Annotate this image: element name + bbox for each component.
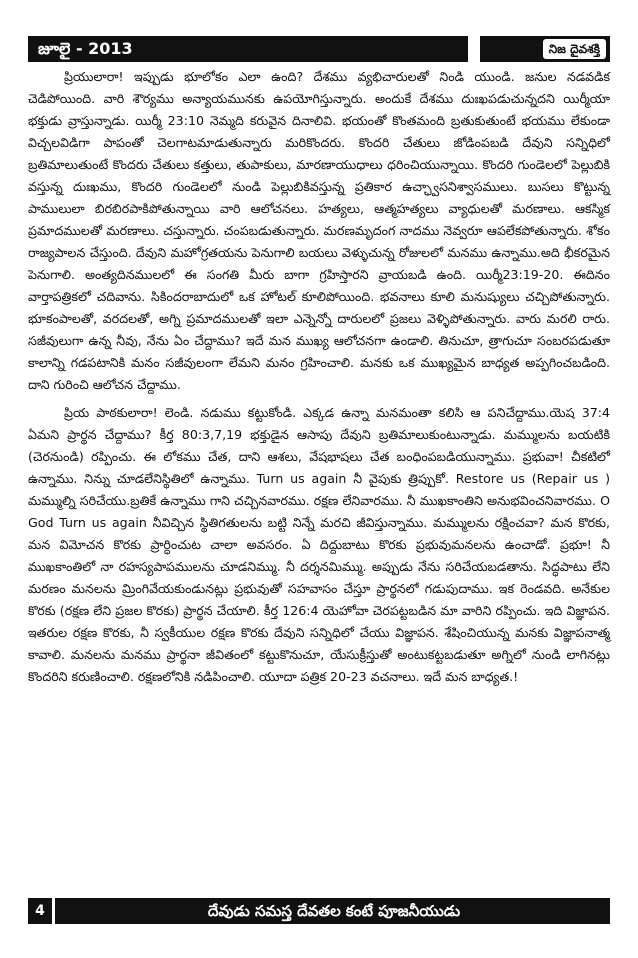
magazine-badge	[480, 36, 610, 62]
page-header	[28, 36, 610, 64]
footer-title: దేవుడు సమస్త దేవతల కంటే పూజనీయుడు	[207, 902, 461, 920]
page-number: 4	[28, 898, 55, 924]
article-paragraph-2: ప్రియ పాఠకులారా! లెండి. నడుము కట్టుకోండి. ఎక్కడ ఉన్నా మనమంతా కలిసి ఆ పనిచేద్దాము.యెష 37:4 ఏమని ప్రార్థన చేద్దాము? కీర్త 80:3,7,19 భక్తుడైన ఆసాపు దేవుని బ్రతిమాలుకుంటున్నాడు. మమ్ములను బయటికి (చెరనుండి) రప్పించు. ఈ లోకము చేత, దాని ఆశలు, వేషభాషలు చేత బంధింపబడియున్నాము. ప్రభువా! చీకటిలో ఉన్నాము. నిన్ను చూడలేనిస్థితిలో ఉన్నాము. Turn us again నీ వైపుకు త్రిప్పుకో. Restore us (Repair us ) మమ్ముల్ని సరిచేయు.బ్రతికే ఉన్నాము గాని చచ్చినవారము. రక్షణ లేనివారము. నీ ముఖకాంతిని అనుభవించనివారము. O God Turn us again నీవిచ్చిన స్థితిగతులను బట్టి నిన్నే మరచి జీవిస్తున్నాము. మమ్ములను రక్షించవా? మన కొరకు, మన విమోచన కొరకు ప్రార్ధించుట చాలా అవసరం. ఏ దిద్దుబాటు కొరకు ప్రభువుమనలను ఉంచాడో. ప్రభూ! నీ ముఖకాంతిలో నా రహస్యపాపములను చూడనిమ్ము. నీ దర్శనమిమ్ము. అప్పుడు నేను సరిచేయబడతాను. సిద్ధపాటు లేని మరణం మనలను మ్రింగివేయకుండునట్లు ప్రభువుతో సహవాసం చేస్తూ ప్రార్థనలో గడుపుదాము. ఇక రెండవది. అనేకుల కొరకు (రక్షణ లేని ప్రజల కొరకు) ప్రార్థన చేయాలి. కీర్త 126:4 యెహోవా చెరపట్టబడిన మా వారిని రప్పించు. ఇది విజ్ఞాపన. ఇతరుల రక్షణ కొరకు, నీ స్వకీయుల రక్షణ కొరకు దేవుని సన్నిధిలో చేయు విజ్ఞాపన. శేషించియున్న మనకు విజ్ఞాపనాత్మ కావాలి. మనలను మనము ప్రార్థనా జీవితంలో కట్టుకొనుచూ, యేసుక్రీస్తుతో అంటుకట్టబడుతూ అగ్నిలో నుండి లాగినట్లు కొందరిని కరుణించాలి. రక్షణలోనికి నడిపించాలి. యూదా పత్రిక 20-23 వచనాలు. ఇదే మన బాధ్యత.!	[28, 405, 610, 684]
magazine-name: నిజ దైవశక్తి	[543, 39, 606, 59]
page-footer	[28, 898, 610, 924]
issue-month: జూలై - 2013	[28, 36, 468, 62]
magazine-page	[28, 36, 610, 924]
article-paragraph-1: ప్రియులారా! ఇప్పుడు భూలోకం ఎలా ఉంది? దేశము వ్యభిచారులతో నిండి యుండి. జనుల నడవడిక చెడిపోయింది. వారి శౌర్యము అన్యాయమునకు ఉపయోగిస్తున్నారు. అందుకే దేశము దుఃఖపడుచున్నదని యిర్మీయా భక్తుడు వ్రాస్తున్నాడు. యిర్మీ 23:10 నెమ్మది కరువైన దినాలివి. భయంతో కొంతమంది బ్రతుకుతుంటే భయము లేకుండా విచ్చలవిడిగా పాపంతో చెలగాటమాడుతున్నారు మరికొందరు. కొందరి చేతులు జోడింపబడి దేవుని సన్నిధిలో బ్రతిమాలుతుంటే కొందరు చేతులు కత్తులు, తుపాకులు, మారణాయుధాలు ధరించియున్నాయి. కొందరి గుండెలలో పెల్లుబికి వస్తున్న దుఃఖము, కొందరి గుండెలలో నుండి పెల్లుబికివస్తున్న ప్రతికార ఉచ్ఛ్వాసనిశ్వాసములు. బుసలు కొట్టున్న పాములులా బిరబిరపాకిపోతున్నాయి వారి ఆలోచనలు. హత్యలు, ఆత్మహత్యలు వ్యాధులతో మరణాలు. ఆకస్మిక ప్రమాదములతో మరణాలు. చస్తున్నారు. చంపబడుతున్నారు. మరణమృదంగ నాదము నెవ్వరూ ఆపలేకపోతున్నారు. శోకం రాజ్యపాలన చేస్తుంది. దేవుని మహోగ్రతయను పెనుగాలి బయలు వెళ్ళుచున్న రోజులలో మనము ఉన్నాము.అది భీకరమైన పెనుగాలి. అంత్యదినములలో ఈ సంగతి మీరు బాగా గ్రహిస్తారని వ్రాయబడి ఉంది. యిర్మీ23:19-20. ఈదినం వార్తాపత్రికలో చదివాను. సికిందరాబాదులో ఒక హోటల్ కూలిపోయింది. భవనాలు కూలి మనుష్యులు చచ్చిపోతున్నారు. భూకంపాలతో, వరదలతో, అగ్ని ప్రమాదములతో ఇలా ఎన్నెన్నో దారులలో ప్రజలు వెళ్ళిపోతున్నారు. వారు మరలి రారు. సజీవులుగా ఉన్న నీవు, నేను ఏం చేద్దాము? ఇదే మన ముఖ్య ఆలోచనగా ఉండాలి. తినుచూ, త్రాగుచూ సంబరపడుతూ కాలాన్ని గడపటానికి మనం సజీవులంగా లేమని మనం గ్రహించాలి. మనకు ఒక ముఖ్యమైన బాధ్యత అప్పగించబడింది. దాని గురించి ఆలోచన చేద్దాము.	[28, 69, 610, 392]
article-body	[28, 66, 610, 688]
